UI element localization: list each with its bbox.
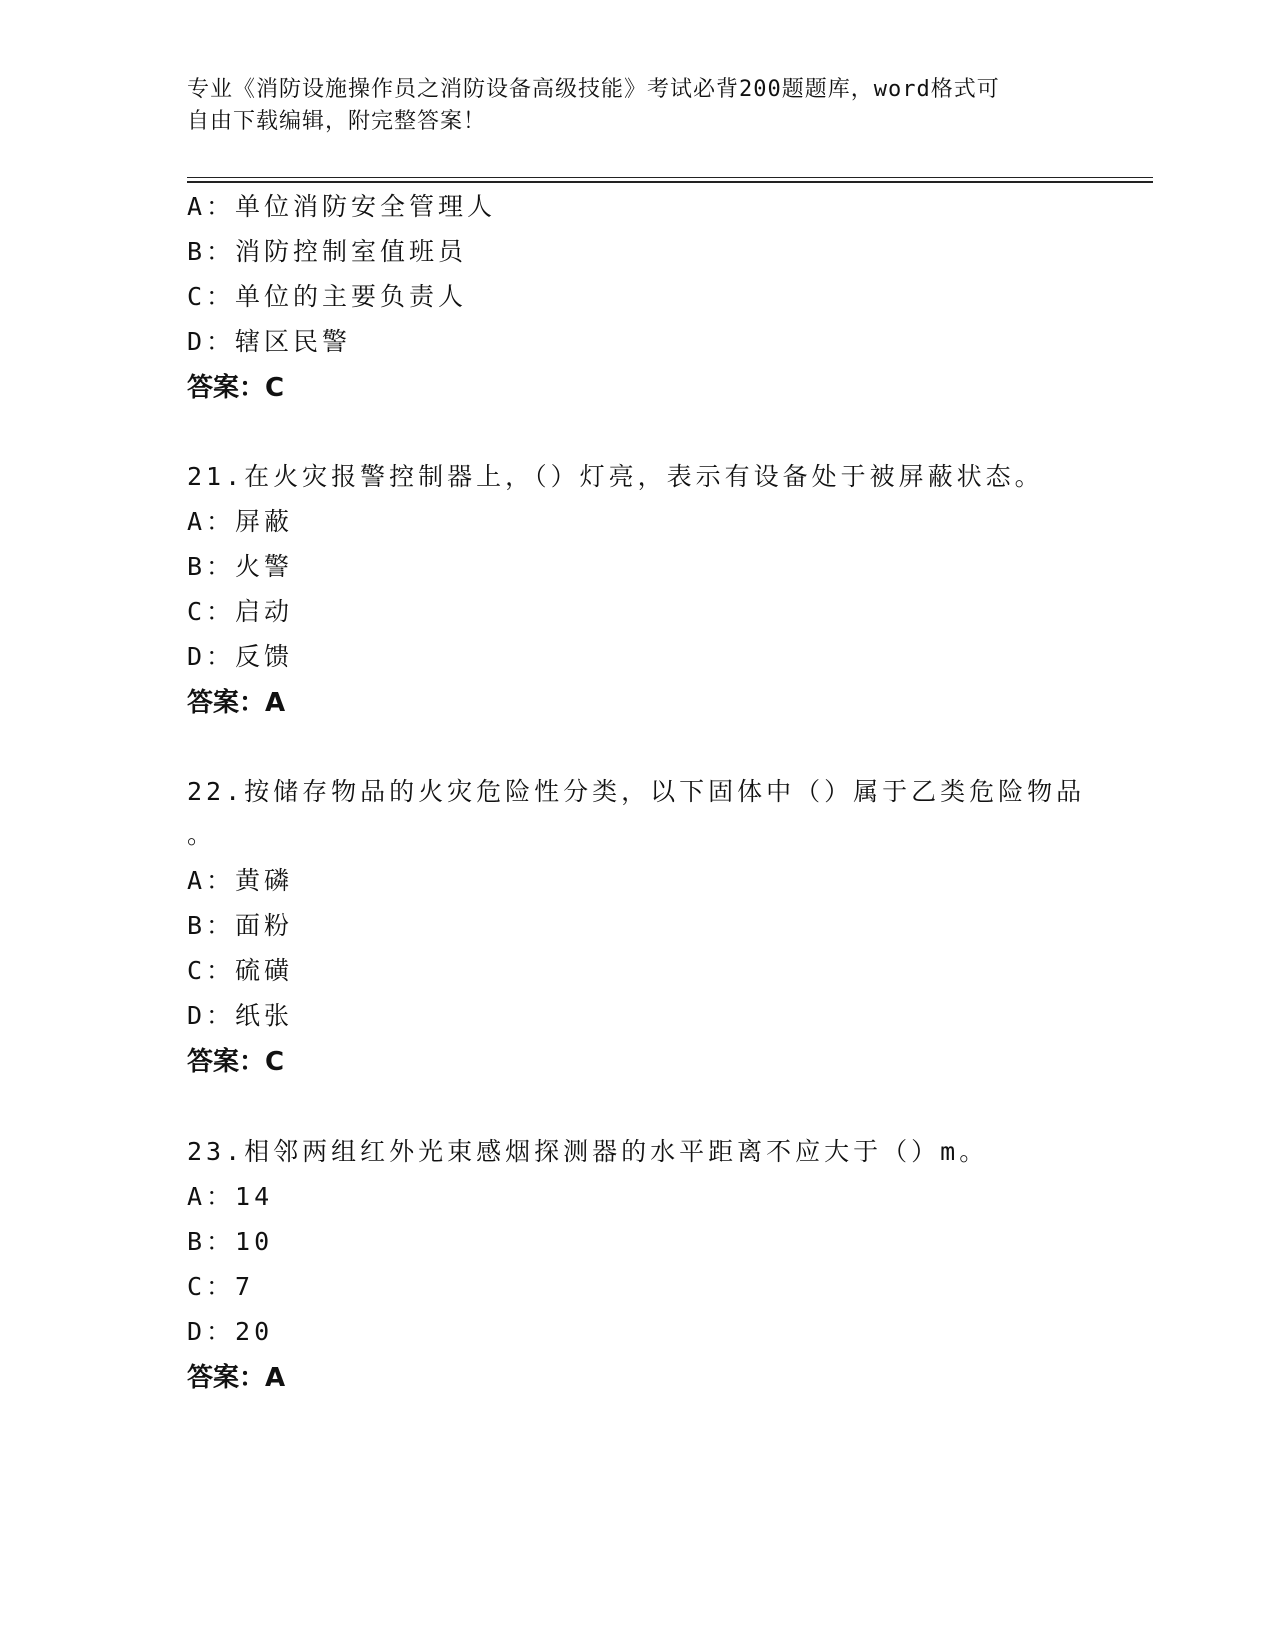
q22-answer: 答案：C <box>187 1047 285 1077</box>
q20-option-d: D：辖区民警 <box>187 327 352 356</box>
q23-option-d: D：20 <box>187 1317 274 1346</box>
q21-option-c: C：启动 <box>187 597 294 626</box>
q21-question: 21.在火灾报警控制器上，（）灯亮，表示有设备处于被屏蔽状态。 <box>187 462 1044 491</box>
q23-question: 23.相邻两组红外光束感烟探测器的水平距离不应大于（）m。 <box>187 1137 989 1166</box>
q20-option-c: C：单位的主要负责人 <box>187 282 468 311</box>
q22-option-d: D：纸张 <box>187 1001 294 1030</box>
q23-option-a: A：14 <box>187 1182 274 1211</box>
header-line-1: 专业《消防设施操作员之消防设备高级技能》考试必背200题题库，word格式可 <box>187 77 1000 102</box>
q23-option-b: B：10 <box>187 1227 274 1256</box>
q20-answer: 答案：C <box>187 373 285 403</box>
document-header <box>187 74 1087 138</box>
q23-option-c: C：7 <box>187 1272 255 1301</box>
q20-option-b: B：消防控制室值班员 <box>187 237 468 266</box>
header-divider-thick <box>187 181 1153 183</box>
q21-option-b: B：火警 <box>187 552 294 581</box>
header-divider-thin <box>187 177 1153 178</box>
q22-option-a: A：黄磷 <box>187 866 294 895</box>
q23-answer: 答案：A <box>187 1363 286 1393</box>
q22-question-line-2: 。 <box>187 820 217 849</box>
q21-answer: 答案：A <box>187 688 286 718</box>
q21-option-d: D：反馈 <box>187 642 294 671</box>
header-line-2: 自由下载编辑，附完整答案！ <box>187 109 487 134</box>
q22-question-line-1: 22.按储存物品的火灾危险性分类，以下固体中（）属于乙类危险物品 <box>187 777 1086 806</box>
q22-option-c: C：硫磺 <box>187 956 294 985</box>
q21-option-a: A：屏蔽 <box>187 507 294 536</box>
q22-option-b: B：面粉 <box>187 911 294 940</box>
q20-option-a: A：单位消防安全管理人 <box>187 192 497 221</box>
